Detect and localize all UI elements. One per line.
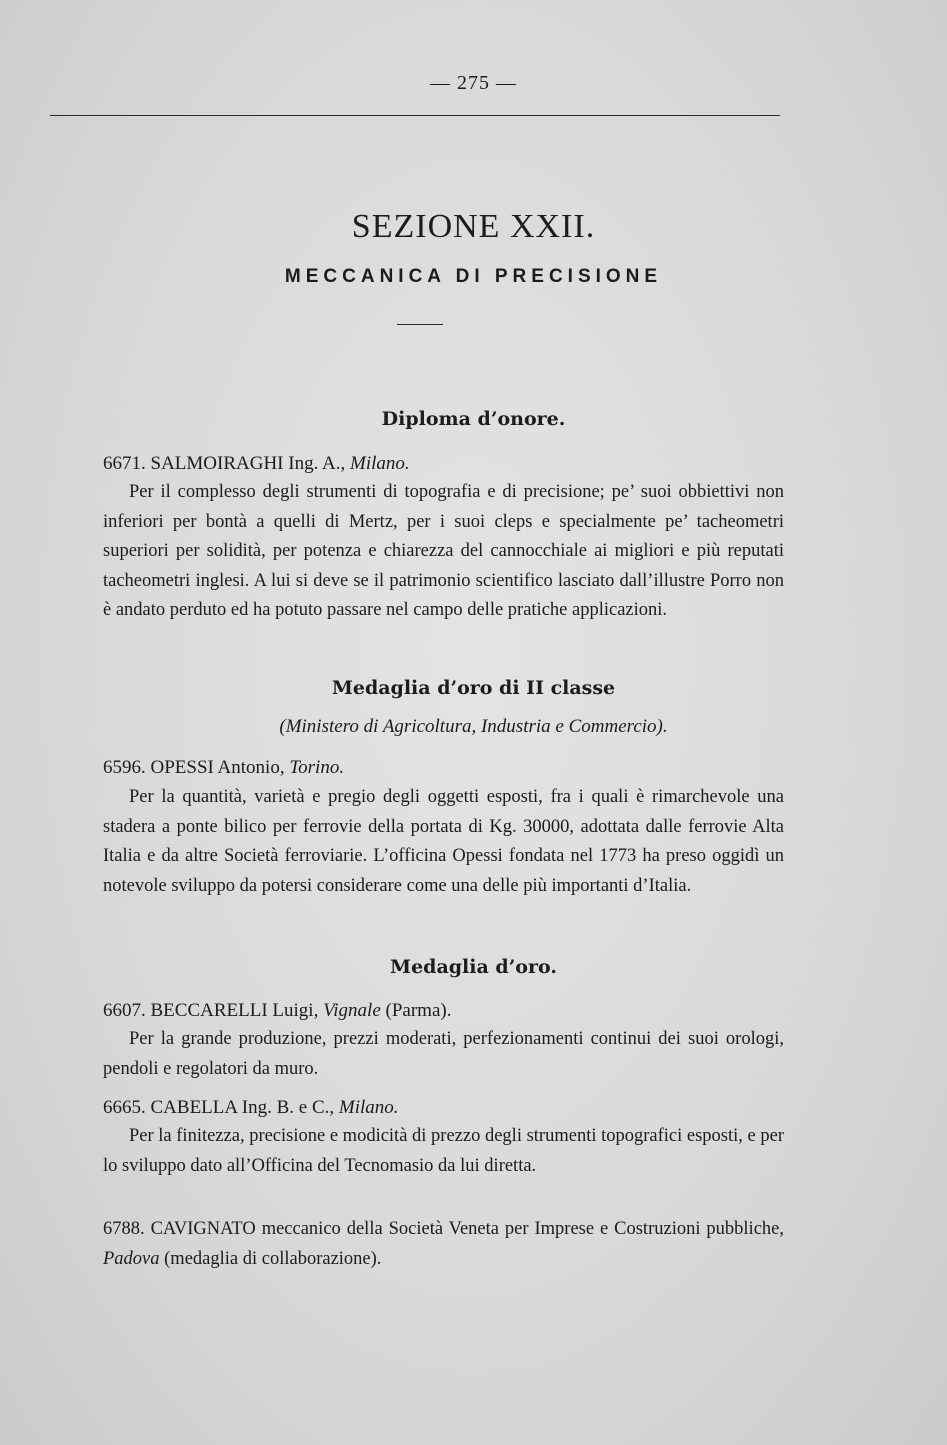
entry-number: 6596.	[103, 757, 146, 778]
entry-number: 6665.	[103, 1097, 146, 1118]
entry-6607-text: Per la grande produzione, prezzi moderati, perfezionamenti continui dei suoi orologi, pendoli e regolatori da muro.	[103, 1029, 784, 1079]
entry-number: 6788.	[103, 1219, 145, 1239]
entry-6596-header	[103, 757, 344, 779]
entry-6788	[103, 1215, 784, 1274]
entry-name: OPESSI Antonio,	[150, 757, 285, 778]
entry-6671-text: Per il complesso degli strumenti di topografia e di precisione; pe’ suoi obbiettivi non inferiori per bontà a quelli di Mertz, per i suoi cleps e specialmente pe’ tacheometri superiori per solidità, per potenza e chiarezza del cannocchiale ai migliori e più reputati tacheometri inglesi. A lui si deve se il patrimonio scientifico lasciato dall’illustre Porro non è andato perduto ed ha potuto passare nel campo delle pratiche applicazioni.	[103, 482, 784, 621]
entry-6596-text: Per la quantità, varietà e pregio degli oggetti esposti, fra i quali è rimarchevole una stadera a ponte bilico per ferrovie della portata di Kg. 30000, adottata dalle ferrovie Alta Italia e da altre Società ferroviarie. L’officina Opessi fondata nel 1773 ha preso oggidì un notevole sviluppo da potersi considerare come una delle più importanti d’Italia.	[103, 787, 784, 896]
award-heading-gold-second-class: Medaglia d’oro di II classe	[331, 677, 616, 699]
section-subtitle: MECCANICA DI PRECISIONE	[284, 266, 663, 287]
entry-place: Torino.	[289, 757, 345, 778]
entry-6665-text: Per la finitezza, precisione e modicità di prezzo degli strumenti topografici esposti, e per lo sviluppo dato all’Officina del Tecnomasio da lui diretta.	[103, 1126, 784, 1176]
entry-6665-header	[103, 1097, 399, 1119]
entry-name: BECCARELLI Luigi,	[150, 1000, 319, 1021]
entry-name: SALMOIRAGHI Ing. A.,	[150, 453, 346, 474]
entry-6671-header	[103, 453, 410, 475]
page-number: — 275 —	[430, 72, 517, 94]
award-sponsor: (Ministero di Agricoltura, Industria e Commercio).	[279, 716, 668, 737]
header-rule	[50, 115, 780, 116]
section-title: SEZIONE XXII.	[351, 208, 596, 245]
award-heading-gold: Medaglia d’oro.	[390, 956, 557, 978]
entry-number: 6607.	[103, 1000, 146, 1021]
entry-6607-header	[103, 1000, 451, 1022]
entry-number: 6671.	[103, 453, 146, 474]
entry-suffix: (Parma).	[385, 1000, 452, 1021]
entry-place: Vignale	[323, 1000, 381, 1021]
award-heading-diploma: Diploma d’onore.	[381, 408, 566, 430]
entry-place: Milano.	[350, 453, 410, 474]
entry-place: Milano.	[338, 1097, 399, 1118]
section-divider	[397, 324, 443, 325]
entry-name: CABELLA Ing. B. e C.,	[150, 1097, 335, 1118]
entry-text: CAVIGNATO meccanico della Società Veneta per Imprese e Costruzioni pubbliche, Padova (medaglia di collaborazione).	[103, 1219, 784, 1269]
